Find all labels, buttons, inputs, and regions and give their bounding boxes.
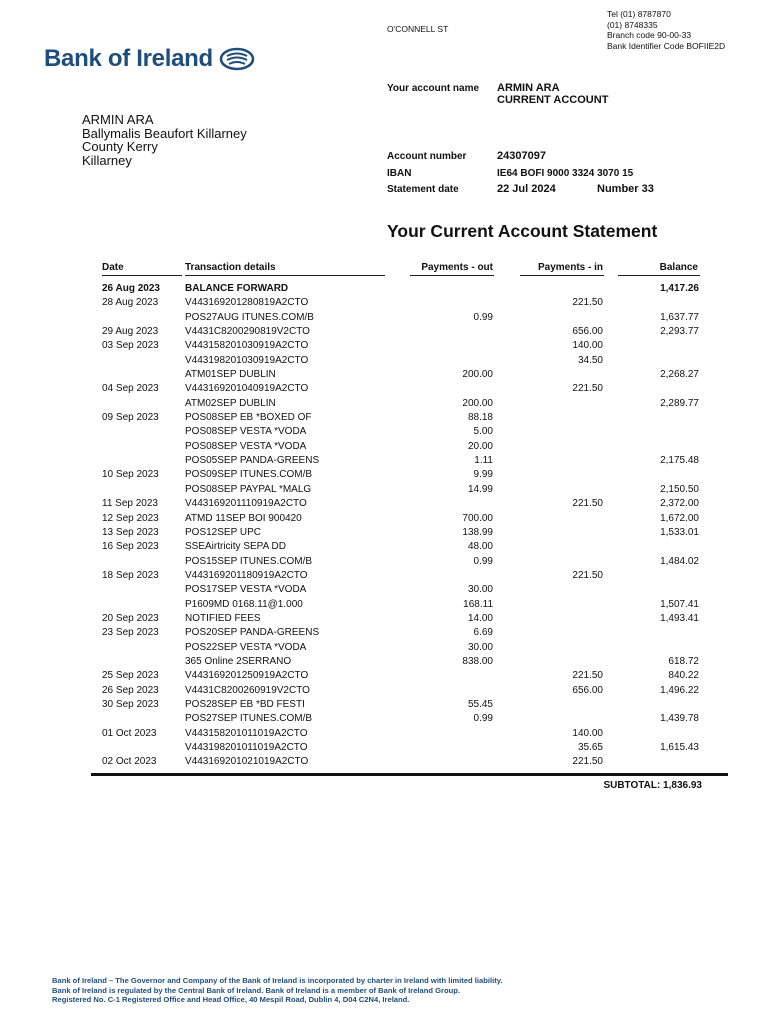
contact-bic: Bank Identifier Code BOFIIE2D [607,40,726,51]
iban-value: IE64 BOFI 9000 3324 3070 15 [497,168,634,179]
cell-payment-in: 35.65 [577,742,603,753]
table-row [102,482,702,496]
col-header-date: Date [102,262,124,273]
table-row [102,668,702,682]
cell-payment-out: 48.00 [467,541,493,553]
cell-date: 02 Oct 2023 [102,756,157,768]
cell-details: V443169201280819A2CTO [185,297,309,309]
table-row [102,295,702,309]
table-row [102,410,702,424]
cell-details: V443169201250919A2CTO [185,670,309,682]
cell-details: BALANCE FORWARD [185,283,289,294]
cell-details: POS12SEP UPC [185,526,261,538]
cell-payment-in: 34.50 [577,354,603,366]
cell-date: 09 Sep 2023 [102,412,159,424]
cell-balance: 2,293.77 [660,326,699,338]
cell-date: 11 Sep 2023 [102,498,158,510]
cell-date: 16 Sep 2023 [102,541,159,553]
cell-payment-in: 221.50 [572,756,603,768]
customer-address [82,113,247,167]
cell-payment-out: 138.99 [462,526,493,538]
address-line: Ballymalis Beaufort Killarney [82,125,247,141]
cell-details: ATMD 11SEP BOI 900420 [185,512,302,524]
address-line: Killarney [82,152,132,168]
col-header-in: Payments - in [537,262,603,273]
table-row [102,281,702,295]
cell-payment-out: 88.18 [467,412,493,424]
col-underline-out [410,275,494,276]
cell-date: 28 Aug 2023 [102,297,159,309]
table-row [102,726,702,740]
cell-balance: 618.72 [668,655,699,667]
legal-footer [52,976,503,1005]
table-row [102,396,702,410]
cell-payment-in: 221.50 [572,383,603,395]
table-row [102,568,702,582]
table-row [102,539,702,553]
cell-balance: 1,417.26 [660,283,699,294]
cell-details: POS08SEP PAYPAL *MALG [185,483,312,495]
table-row [102,338,702,352]
cell-balance: 1,496.22 [660,684,699,696]
table-row [102,496,702,510]
table-row [102,367,702,381]
cell-details: V443169201021019A2CTO [185,756,309,768]
cell-date: 26 Aug 2023 [102,283,160,294]
cell-balance: 1,637.77 [660,311,699,323]
table-row [102,439,702,453]
cell-balance: 1,493.41 [660,612,699,624]
table-row [102,625,702,639]
cell-balance: 2,150.50 [660,483,699,495]
table-row [102,511,702,525]
cell-details: V443169201040919A2CTO [185,383,309,395]
cell-balance: 1,672.00 [660,512,699,524]
col-header-out: Payments - out [421,262,493,273]
cell-details: V443198201030919A2CTO [185,354,309,366]
cell-payment-out: 30.00 [467,584,493,596]
cell-payment-in: 221.50 [572,670,603,682]
subtotal: SUBTOTAL: 1,836.93 [603,780,702,791]
cell-payment-out: 14.99 [467,483,493,495]
cell-balance: 1,484.02 [660,555,699,567]
cell-payment-out: 9.99 [473,469,493,481]
table-row [102,467,702,481]
cell-payment-in: 656.00 [572,684,603,696]
statement-date-value: 22 Jul 2024 [497,183,556,195]
cell-date: 13 Sep 2023 [102,526,159,538]
cell-payment-in: 221.50 [572,569,603,581]
cell-date: 29 Aug 2023 [102,326,159,338]
col-underline-date [102,275,182,276]
cell-details: POS05SEP PANDA-GREENS [185,455,320,467]
footer-line: Bank of Ireland – The Governor and Company of the Bank of Ireland is incorporated by charter in Ireland with limited liability. [52,976,503,985]
cell-payment-out: 0.99 [473,555,493,567]
cell-date: 18 Sep 2023 [102,569,159,581]
cell-date: 26 Sep 2023 [102,684,159,696]
cell-balance: 1,507.41 [660,598,699,610]
col-header-details: Transaction details [185,262,276,273]
transactions-table [102,281,702,769]
iban-label: IBAN [387,168,412,179]
cell-details: V443198201011019A2CTO [185,742,308,753]
cell-payment-out: 200.00 [462,369,493,381]
cell-date: 03 Sep 2023 [102,340,159,352]
col-underline-balance [618,275,700,276]
table-row [102,353,702,367]
cell-payment-in: 221.50 [572,297,603,309]
cell-date: 01 Oct 2023 [102,727,157,739]
cell-details: POS08SEP VESTA *VODA [185,426,307,438]
cell-payment-out: 30.00 [467,641,493,653]
cell-payment-in: 656.00 [572,326,603,338]
cell-payment-out: 200.00 [462,397,493,409]
cell-details: V4431C8200260919V2CTO [185,684,310,696]
statement-date-label: Statement date [387,184,459,195]
footer-line: Registered No. C-1 Registered Office and Head Office, 40 Mespil Road, Dublin 4, D04 C2N4, Ireland. [52,995,410,1004]
cell-details: POS20SEP PANDA-GREENS [185,627,320,639]
cell-payment-out: 0.99 [473,311,493,323]
col-underline-in [520,275,604,276]
cell-details: POS28SEP EB *BD FESTI [185,698,305,710]
table-row [102,310,702,324]
account-number-label: Account number [387,151,467,162]
branch-name: O'CONNELL ST [387,24,449,34]
cell-details: V443158201030919A2CTO [185,340,309,352]
table-row [102,740,702,754]
cell-payment-in: 140.00 [572,727,603,739]
account-name-value: ARMIN ARA [497,82,560,94]
address-line: ARMIN ARA [82,112,154,127]
cell-details: POS17SEP VESTA *VODA [185,584,307,596]
cell-balance: 2,175.48 [660,455,699,467]
cell-payment-out: 0.99 [473,713,493,725]
cell-balance: 1,533.01 [660,526,699,538]
account-name-label: Your account name [387,83,480,94]
table-row [102,754,702,768]
footer-line: Bank of Ireland is regulated by the Central Bank of Ireland. Bank of Ireland is a member of Bank of Ireland Group. [52,985,461,995]
cell-details: V4431C8200290819V2CTO [185,326,310,338]
cell-payment-out: 838.00 [462,655,493,667]
cell-date: 12 Sep 2023 [102,512,159,524]
cell-payment-out: 6.69 [473,627,493,639]
cell-date: 30 Sep 2023 [102,698,159,710]
table-row [102,324,702,338]
cell-details: POS15SEP ITUNES.COM/B [185,555,313,567]
logo-text: Bank of Ireland [44,45,213,72]
cell-details: ATM02SEP DUBLIN [185,397,276,409]
table-row [102,424,702,438]
cell-details: NOTIFIED FEES [185,612,261,624]
col-header-balance: Balance [659,262,698,273]
statement-number: Number 33 [597,183,654,195]
account-type-value: CURRENT ACCOUNT [497,94,609,106]
cell-date: 10 Sep 2023 [102,469,159,481]
bank-logo [44,45,255,73]
subtotal-rule [91,773,728,776]
cell-details: V443158201011019A2CTO [185,727,308,739]
cell-details: P1609MD 0168.11@1.000 [185,598,303,610]
cell-balance: 1,439.78 [660,713,699,725]
table-row [102,697,702,711]
cell-payment-out: 14.00 [467,612,493,624]
account-number-value: 24307097 [497,150,546,162]
cell-payment-out: 1.11 [474,455,493,467]
cell-balance: 840.22 [668,670,699,682]
cell-payment-in: 221.50 [572,498,603,510]
cell-details: POS27SEP ITUNES.COM/B [185,713,313,725]
cell-details: POS08SEP EB *BOXED OF [185,412,312,424]
cell-payment-out: 55.45 [467,698,493,710]
cell-payment-out: 168.11 [463,598,493,610]
cell-details: V443169201180919A2CTO [185,569,308,581]
address-line: County Kerry [82,139,158,154]
cell-details: 365 Online 2SERRANO [185,655,292,667]
table-row [102,525,702,539]
cell-date: 20 Sep 2023 [102,612,159,624]
cell-details: POS22SEP VESTA *VODA [185,641,307,653]
logo-emblem-icon [219,47,255,71]
col-underline-details [185,275,385,276]
contact-tel: Tel (01) 8787870 [607,9,671,19]
table-row [102,381,702,395]
contact-branch-code: Branch code 90-00-33 [607,30,692,40]
table-row [102,711,702,725]
cell-details: POS27AUG ITUNES.COM/B [185,311,314,323]
cell-payment-out: 5.00 [473,426,493,438]
table-row [102,611,702,625]
cell-date: 25 Sep 2023 [102,670,159,682]
cell-details: SSEAirtricity SEPA DD [185,541,286,553]
cell-balance: 2,289.77 [660,397,699,409]
statement-title: Your Current Account Statement [387,221,658,241]
cell-details: V443169201110919A2CTO [185,498,307,510]
table-row [102,597,702,611]
cell-balance: 2,268.27 [660,369,699,381]
table-row [102,453,702,467]
cell-balance: 2,372.00 [660,498,699,510]
cell-payment-out: 20.00 [467,440,493,452]
cell-date: 04 Sep 2023 [102,383,159,395]
table-row [102,582,702,596]
bank-contact-block [607,9,725,51]
cell-date: 23 Sep 2023 [102,627,159,639]
cell-payment-in: 140.00 [572,340,603,352]
cell-payment-out: 700.00 [462,512,493,524]
table-row [102,683,702,697]
table-row [102,640,702,654]
cell-details: ATM01SEP DUBLIN [185,369,276,381]
cell-details: POS08SEP VESTA *VODA [185,440,307,452]
cell-details: POS09SEP ITUNES.COM/B [185,469,313,481]
cell-balance: 1,615.43 [660,742,699,753]
table-row [102,554,702,568]
table-row [102,654,702,668]
contact-tel-2: (01) 8748335 [607,19,658,30]
